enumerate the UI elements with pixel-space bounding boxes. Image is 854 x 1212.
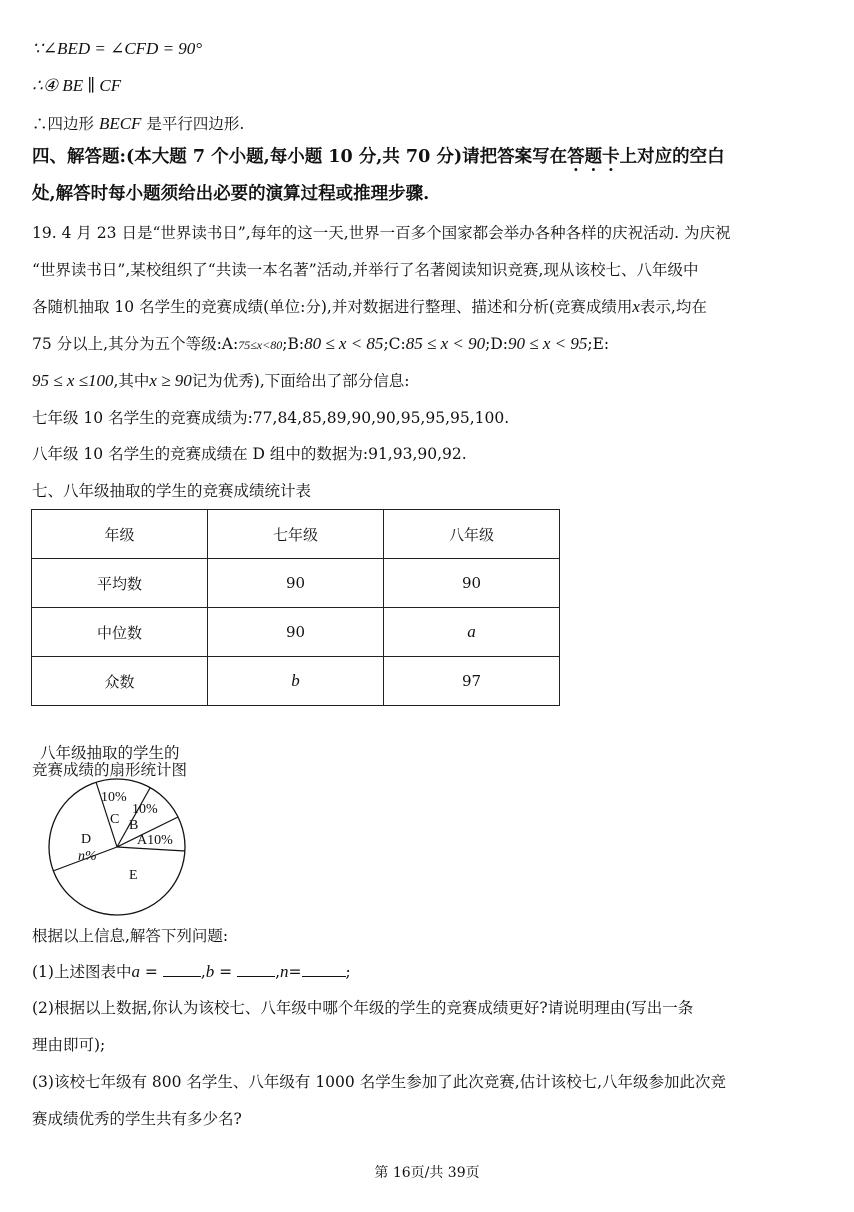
- dotted-char-2: 题: [584, 147, 603, 167]
- proof-line-3-pre: ∴四边形: [32, 115, 99, 133]
- range-b: 80 ≤ x < 85: [304, 334, 384, 353]
- problem-line-5: [32, 370, 410, 392]
- section-heading-line-1: [32, 146, 725, 168]
- table-header-row: [32, 510, 560, 559]
- question-1-text: (1)上述图表中: [32, 963, 132, 981]
- pie-label-a: A10%: [137, 833, 173, 848]
- grade7-value: 90: [208, 559, 384, 608]
- range-e: 95 ≤ x ≤100: [32, 371, 114, 390]
- range-c: 85 ≤ x < 90: [405, 334, 486, 353]
- range-a: 75≤x<80: [238, 338, 283, 352]
- problem-line-5-post: 记为优秀),下面给出了部分信息:: [191, 372, 410, 390]
- proof-line-2: ∴④ BE ∥ CF: [32, 76, 122, 95]
- pie-title-line-2: 竞赛成绩的扇形统计图: [32, 762, 188, 779]
- grade-d-label: ;D:: [485, 335, 508, 353]
- table-row: [32, 657, 560, 706]
- question-1-sep-2: ,: [275, 963, 281, 981]
- excellent-range: x ≥ 90: [149, 371, 192, 390]
- table-row: [32, 559, 560, 608]
- variable-a: a: [131, 962, 140, 981]
- questions-intro: 根据以上信息,解答下列问题:: [32, 927, 229, 945]
- blank-n[interactable]: [302, 962, 346, 977]
- pie-label-e: E: [129, 868, 138, 883]
- blank-a[interactable]: [163, 962, 201, 977]
- pie-label-b: B: [129, 818, 139, 833]
- problem-line-3-pre: 各随机抽取 10 名学生的竞赛成绩(单位:分),并对数据进行整理、描述和分析(竞赛成绩用: [32, 298, 633, 316]
- pie-chart: [30, 775, 205, 920]
- grade-a-intro: 75 分以上,其分为五个等级:A:: [32, 335, 239, 353]
- question-2-line-1: (2)根据以上数据,你认为该校七、八年级中哪个年级的学生的竞赛成绩更好?请说明理由(写出一条: [32, 999, 694, 1017]
- proof-line-1: ∵∠BED = ∠CFD = 90°: [32, 39, 203, 58]
- grade8-value: a: [384, 608, 560, 657]
- grade8-value: 97: [384, 657, 560, 706]
- question-1-sep-1: ,: [200, 963, 206, 981]
- variable-x: x: [632, 297, 640, 316]
- grade7-value: b: [208, 657, 384, 706]
- grade8-d-scores: 八年级 10 名学生的竞赛成绩在 D 组中的数据为:91,93,90,92.: [32, 445, 467, 463]
- pie-label-b-percent: 10%: [132, 802, 158, 817]
- row-label: 众数: [32, 657, 208, 706]
- pie-label-d-percent: n%: [78, 849, 97, 864]
- table-header-cell: 七年级: [208, 510, 384, 559]
- question-1-end: ;: [345, 963, 351, 981]
- row-label: 中位数: [32, 608, 208, 657]
- grade8-value: 90: [384, 559, 560, 608]
- problem-line-2: “世界读书日”,某校组织了“共读一本名著”活动,并举行了名著阅读知识竞赛,现从该校七、八年级中: [32, 261, 699, 279]
- range-d: 90 ≤ x < 95: [507, 334, 588, 353]
- pie-label-c-percent: 10%: [101, 790, 127, 805]
- section-heading-a: 四、解答题:(本大题 7 个小题,每小题 10 分,共 70 分)请把答案写在: [32, 147, 568, 167]
- pie-title-line-1: 八年级抽取的学生的: [40, 745, 180, 762]
- section-heading-line-2: 处,解答时每小题须给出必要的演算过程或推理步骤.: [32, 184, 430, 204]
- table-row: [32, 608, 560, 657]
- problem-line-3-post: 表示,均在: [639, 298, 707, 316]
- question-1: (1)上述图表中a = ,b = ,n= ;: [32, 962, 351, 981]
- blank-b[interactable]: [237, 962, 275, 977]
- question-2-line-2: 理由即可);: [32, 1036, 106, 1054]
- grade-c-label: ;C:: [383, 335, 406, 353]
- problem-line-4: [32, 333, 609, 356]
- grade-e-label: ;E:: [587, 335, 610, 353]
- dotted-char-1: 答: [567, 147, 585, 167]
- problem-line-5-mid: ,其中: [113, 372, 150, 390]
- dotted-char-3: 卡: [602, 147, 620, 167]
- variable-n: n: [280, 962, 289, 981]
- table-caption: 七、八年级抽取的学生的竞赛成绩统计表: [32, 482, 312, 500]
- grade7-scores: 七年级 10 名学生的竞赛成绩为:77,84,85,89,90,90,95,95,95,100.: [32, 409, 510, 427]
- pie-label-d: D: [81, 832, 92, 847]
- proof-line-3-post: 是平行四边形.: [141, 115, 245, 133]
- page-number-footer: 第 16页/共 39页: [374, 1165, 480, 1181]
- grade7-value: 90: [208, 608, 384, 657]
- variable-b: b: [205, 962, 215, 981]
- proof-line-3: [32, 113, 244, 135]
- table-header-cell: 八年级: [384, 510, 560, 559]
- grade-b-label: ;B:: [282, 335, 305, 353]
- question-3-line-1: (3)该校七年级有 800 名学生、八年级有 1000 名学生参加了此次竞赛,估计该校七,八年级参加此次竞: [32, 1073, 727, 1091]
- row-label: 平均数: [32, 559, 208, 608]
- section-heading-b: 上对应的空白: [619, 147, 725, 167]
- problem-line-1: 19. 4 月 23 日是“世界读书日”,每年的这一天,世界一百多个国家都会举办各种各样的庆祝活动. 为庆祝: [32, 224, 731, 242]
- table-header-cell: 年级: [32, 510, 208, 559]
- question-3-line-2: 赛成绩优秀的学生共有多少名?: [32, 1110, 242, 1128]
- problem-line-3: [32, 296, 707, 318]
- proof-line-3-math: BECF: [98, 114, 142, 133]
- pie-label-c: C: [110, 812, 120, 827]
- score-statistics-table: [31, 509, 560, 706]
